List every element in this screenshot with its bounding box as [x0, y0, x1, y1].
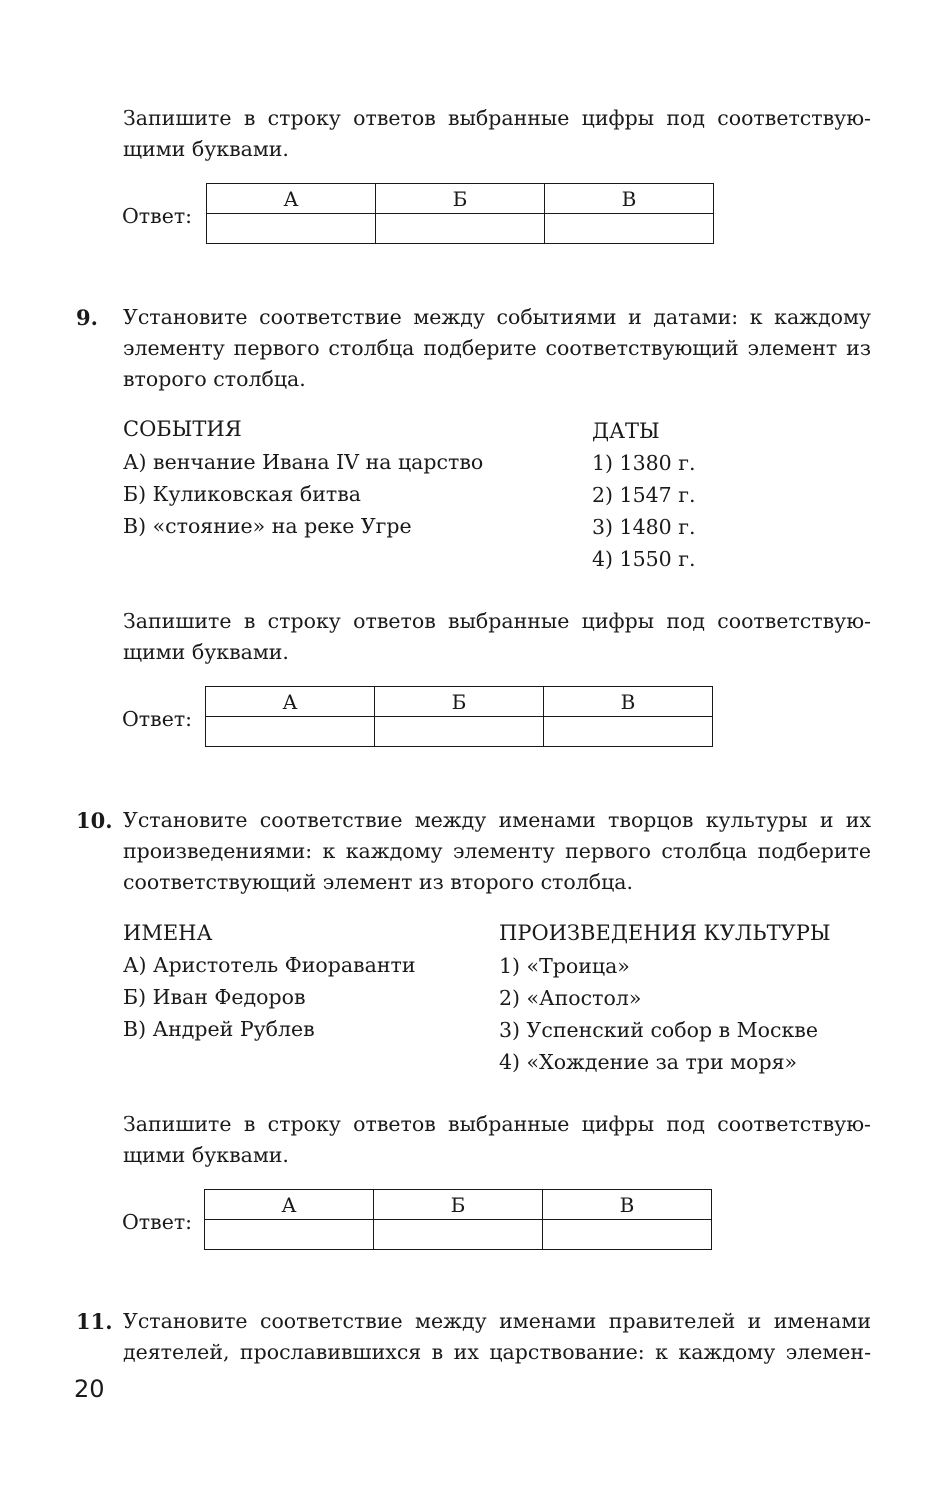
- question-number-9: 9.: [76, 305, 98, 330]
- answer-label: Ответ:: [122, 1210, 193, 1234]
- answer-cell-b[interactable]: [376, 214, 545, 244]
- question-line: Установите соответствие между именами творцов культуры и их: [123, 808, 871, 832]
- answer-table-q10: [204, 1189, 712, 1250]
- q9-event-a: А) венчание Ивана IV на царство: [123, 450, 484, 474]
- answer-letter-b: Б: [374, 1190, 543, 1220]
- question-line: деятелей, прославившихся в их царствование: к каждому элемен-: [123, 1340, 871, 1364]
- question-line: элементу первого столбца подберите соответствующий элемент из: [123, 336, 871, 360]
- answer-letter-v: В: [543, 1190, 712, 1220]
- answer-letter-v: В: [545, 184, 714, 214]
- q9-event-b: Б) Куликовская битва: [123, 482, 361, 506]
- q10-name-v: В) Андрей Рублев: [123, 1017, 315, 1041]
- answer-cell-a[interactable]: [207, 214, 376, 244]
- q10-name-b: Б) Иван Федоров: [123, 985, 306, 1009]
- q10-work-2: 2) «Апостол»: [499, 986, 642, 1010]
- question-line: соответствующий элемент из второго столбца.: [123, 870, 634, 894]
- instruction-q10: [123, 1109, 871, 1171]
- answer-letter-a: А: [206, 687, 375, 717]
- q10-left-header: ИМЕНА: [123, 921, 213, 945]
- answer-letter-a: А: [205, 1190, 374, 1220]
- q9-right-header: ДАТЫ: [592, 419, 660, 443]
- answer-cell-v[interactable]: [544, 717, 713, 747]
- q9-event-v: В) «стояние» на реке Угре: [123, 514, 412, 538]
- answer-letter-b: Б: [375, 687, 544, 717]
- q9-date-1: 1) 1380 г.: [592, 451, 696, 475]
- q10-work-4: 4) «Хождение за три моря»: [499, 1050, 798, 1074]
- answer-cell-v[interactable]: [545, 214, 714, 244]
- q9-date-3: 3) 1480 г.: [592, 515, 696, 539]
- answer-cell-b[interactable]: [375, 717, 544, 747]
- answer-cell-a[interactable]: [205, 1220, 374, 1250]
- answer-table-q9: [205, 686, 713, 747]
- question-line: Установите соответствие между именами правителей и именами: [123, 1309, 871, 1333]
- answer-cell-v[interactable]: [543, 1220, 712, 1250]
- instruction-line: щими буквами.: [123, 640, 289, 664]
- q10-right-header: ПРОИЗВЕДЕНИЯ КУЛЬТУРЫ: [499, 921, 831, 945]
- q9-date-2: 2) 1547 г.: [592, 483, 696, 507]
- question-number-10: 10.: [76, 808, 113, 833]
- question-line: Установите соответствие между событиями и датами: к каждому: [123, 305, 871, 329]
- question-10-text: [123, 805, 871, 898]
- answer-letter-a: А: [207, 184, 376, 214]
- question-number-11: 11.: [76, 1309, 113, 1334]
- q10-work-1: 1) «Троица»: [499, 954, 630, 978]
- instruction-line: щими буквами.: [123, 137, 289, 161]
- instruction-line: щими буквами.: [123, 1143, 289, 1167]
- answer-letter-v: В: [544, 687, 713, 717]
- answer-letter-b: Б: [376, 184, 545, 214]
- q9-left-header: СОБЫТИЯ: [123, 417, 242, 441]
- page-number: 20: [74, 1375, 105, 1403]
- question-line: произведениями: к каждому элементу первого столбца подберите: [123, 839, 871, 863]
- question-line: второго столбца.: [123, 367, 306, 391]
- question-9-text: [123, 302, 871, 395]
- q9-date-4: 4) 1550 г.: [592, 547, 696, 571]
- answer-cell-b[interactable]: [374, 1220, 543, 1250]
- instruction-q9: [123, 606, 871, 668]
- instruction-line: Запишите в строку ответов выбранные цифры под соответствую-: [123, 609, 871, 633]
- instruction-line: Запишите в строку ответов выбранные цифры под соответствую-: [123, 106, 871, 130]
- answer-cell-a[interactable]: [206, 717, 375, 747]
- answer-label: Ответ:: [122, 204, 193, 228]
- instruction-q8: [123, 103, 871, 165]
- answer-table-q8: [206, 183, 714, 244]
- q10-work-3: 3) Успенский собор в Москве: [499, 1018, 818, 1042]
- answer-label: Ответ:: [122, 707, 193, 731]
- q10-name-a: А) Аристотель Фиораванти: [123, 953, 416, 977]
- instruction-line: Запишите в строку ответов выбранные цифры под соответствую-: [123, 1112, 871, 1136]
- question-11-text: [123, 1306, 871, 1368]
